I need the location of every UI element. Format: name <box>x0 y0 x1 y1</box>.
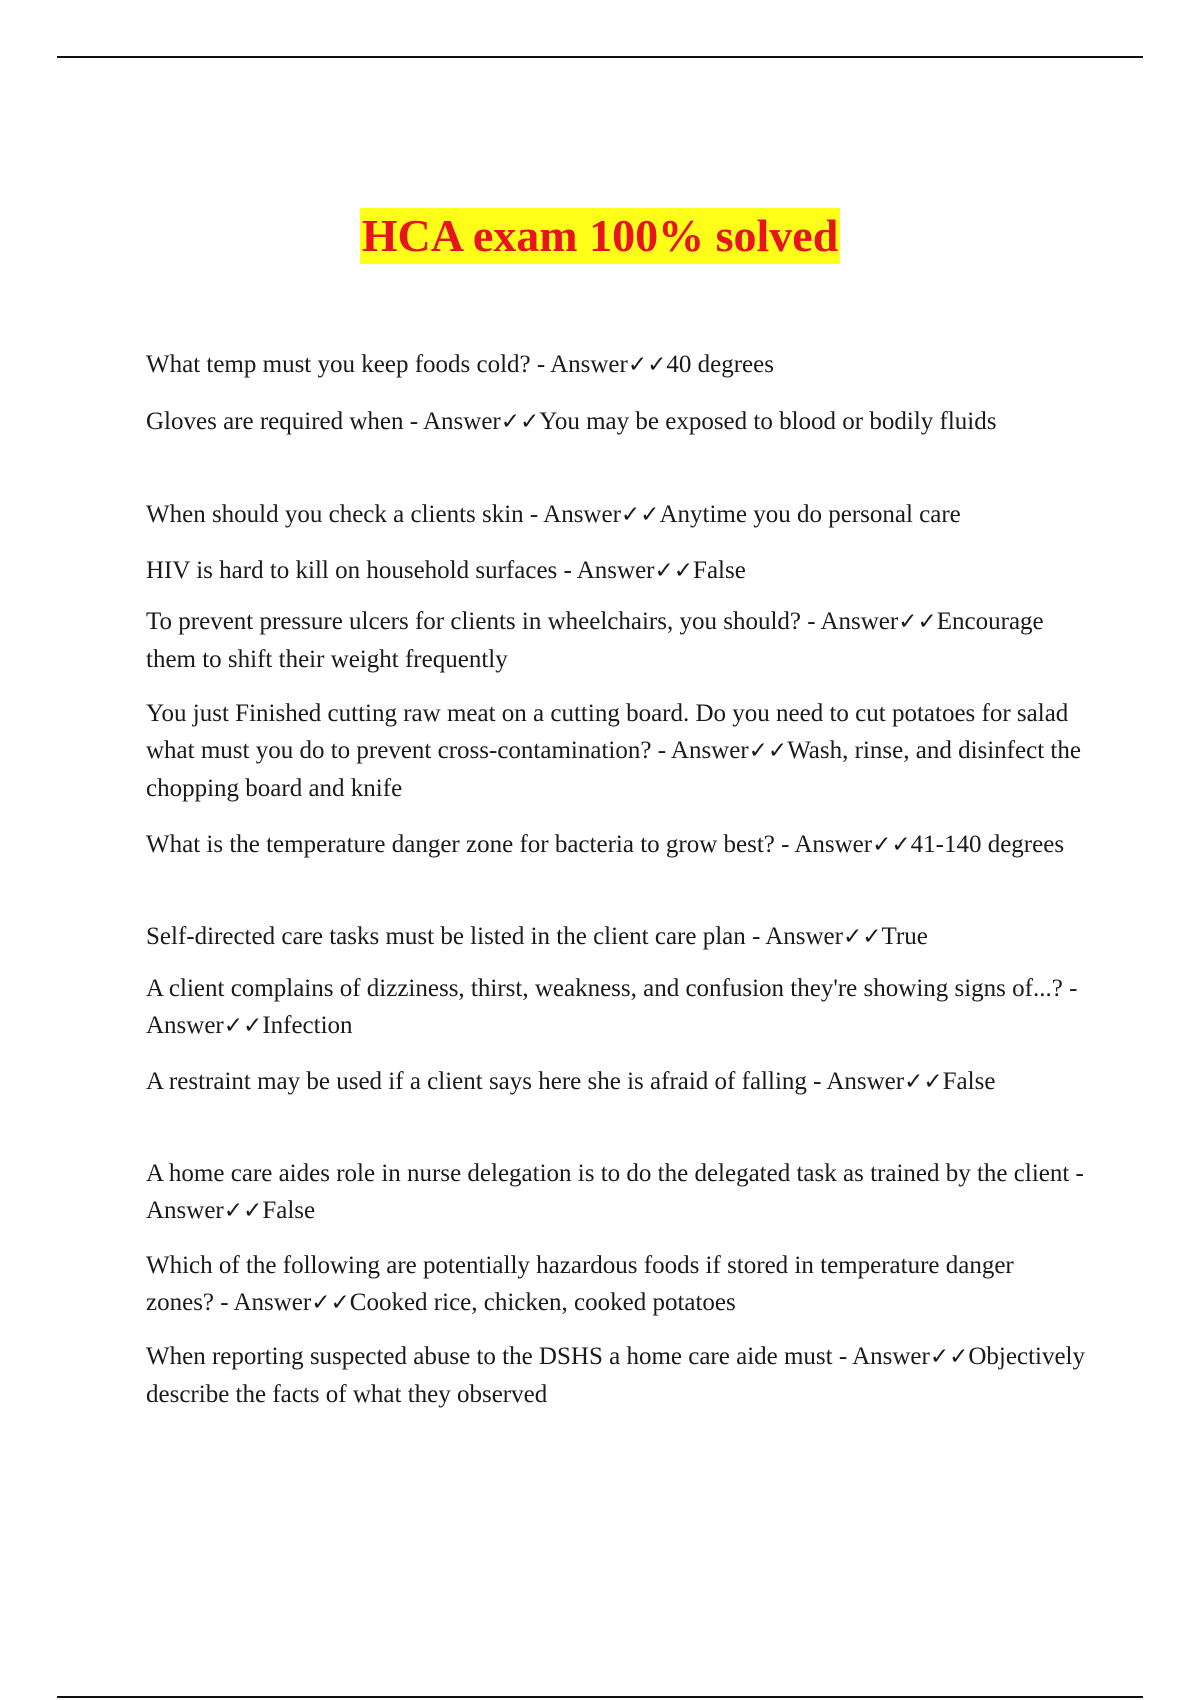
answer-label: Answer <box>146 1012 224 1039</box>
double-check-icon: ✓✓ <box>842 924 882 950</box>
qa-item <box>146 695 1086 807</box>
top-rule <box>57 56 1143 58</box>
double-check-icon: ✓✓ <box>904 1069 943 1095</box>
double-check-icon: ✓✓ <box>223 1013 263 1039</box>
double-check-icon: ✓✓ <box>311 1290 350 1316</box>
answer-label: Answer <box>146 1197 224 1224</box>
double-check-icon: ✓✓ <box>620 502 660 528</box>
answer-label: Answer <box>765 923 843 950</box>
answer-text: False <box>693 557 746 584</box>
answer-text: You may be exposed to blood or bodily fluids <box>539 408 997 435</box>
answer-label: Answer <box>852 1343 930 1370</box>
question-text: A restraint may be used if a client says here she is afraid of falling - <box>146 1068 827 1095</box>
question-text: HIV is hard to kill on household surfaces - <box>146 557 577 584</box>
question-text: To prevent pressure ulcers for clients in wheelchairs, you should? - <box>146 608 821 635</box>
double-check-icon: ✓✓ <box>872 832 911 858</box>
answer-label: Answer <box>422 408 501 435</box>
qa-item <box>146 552 1086 590</box>
answer-text: False <box>262 1197 316 1224</box>
answer-label: Answer <box>576 557 655 584</box>
answer-label: Answer <box>543 501 621 528</box>
qa-item <box>146 346 1086 384</box>
qa-item <box>146 1247 1086 1322</box>
answer-text: Infection <box>262 1012 353 1039</box>
answer-text: Wash, rinse, and disinfect the chopping board and knife <box>146 737 1081 802</box>
qa-item <box>146 1338 1086 1413</box>
question-text: When should you check a clients skin - <box>146 501 544 528</box>
answer-label: Answer <box>233 1289 312 1316</box>
answer-text: False <box>942 1068 996 1095</box>
qa-item <box>146 1155 1086 1230</box>
qa-item <box>146 496 1086 534</box>
answer-label: Answer <box>826 1068 905 1095</box>
question-text: A home care aides role in nurse delegation is to do the delegated task as trained by the client - <box>146 1160 1084 1187</box>
answer-text: Anytime you do personal care <box>659 501 961 528</box>
answer-label: Answer <box>820 608 899 635</box>
double-check-icon: ✓✓ <box>929 1344 969 1370</box>
double-check-icon: ✓✓ <box>223 1198 263 1224</box>
bottom-rule <box>57 1696 1143 1698</box>
document-title: HCA exam 100% solved <box>360 208 841 264</box>
question-text: What is the temperature danger zone for bacteria to grow best? - <box>146 831 795 858</box>
double-check-icon: ✓✓ <box>748 738 788 764</box>
answer-label: Answer <box>550 351 628 378</box>
answer-text: Objectively describe the facts of what they observed <box>146 1343 1086 1408</box>
qa-item <box>146 1063 1086 1101</box>
question-text: Gloves are required when - <box>146 408 423 435</box>
answer-text: 41-140 degrees <box>910 831 1065 858</box>
qa-item <box>146 970 1086 1045</box>
question-text: Self-directed care tasks must be listed in the client care plan - <box>146 923 766 950</box>
question-text: What temp must you keep foods cold? - <box>146 351 551 378</box>
double-check-icon: ✓✓ <box>627 352 667 378</box>
question-text: A client complains of dizziness, thirst, weakness, and confusion they're showing signs of...? - <box>146 975 1078 1002</box>
double-check-icon: ✓✓ <box>654 558 694 584</box>
double-check-icon: ✓✓ <box>500 409 540 435</box>
answer-label: Answer <box>794 831 873 858</box>
answer-text: Encourage them to shift their weight frequently <box>146 608 1044 673</box>
qa-item <box>146 403 1086 441</box>
question-text: When reporting suspected abuse to the DSHS a home care aide must - <box>146 1343 853 1370</box>
answer-text: 40 degrees <box>666 351 774 378</box>
answer-text: Cooked rice, chicken, cooked potatoes <box>349 1289 736 1316</box>
double-check-icon: ✓✓ <box>898 609 937 635</box>
answer-label: Answer <box>670 737 749 764</box>
question-text: You just Finished cutting raw meat on a cutting board. Do you need to cut potatoes for salad what must you do to prevent cross-contamination? - <box>146 700 1069 764</box>
title-container <box>0 208 1200 264</box>
qa-item <box>146 918 1086 956</box>
qa-item <box>146 826 1086 864</box>
qa-item <box>146 603 1086 678</box>
answer-text: True <box>881 923 928 950</box>
question-text: Which of the following are potentially hazardous foods if stored in temperature danger zones? - <box>146 1252 1014 1316</box>
